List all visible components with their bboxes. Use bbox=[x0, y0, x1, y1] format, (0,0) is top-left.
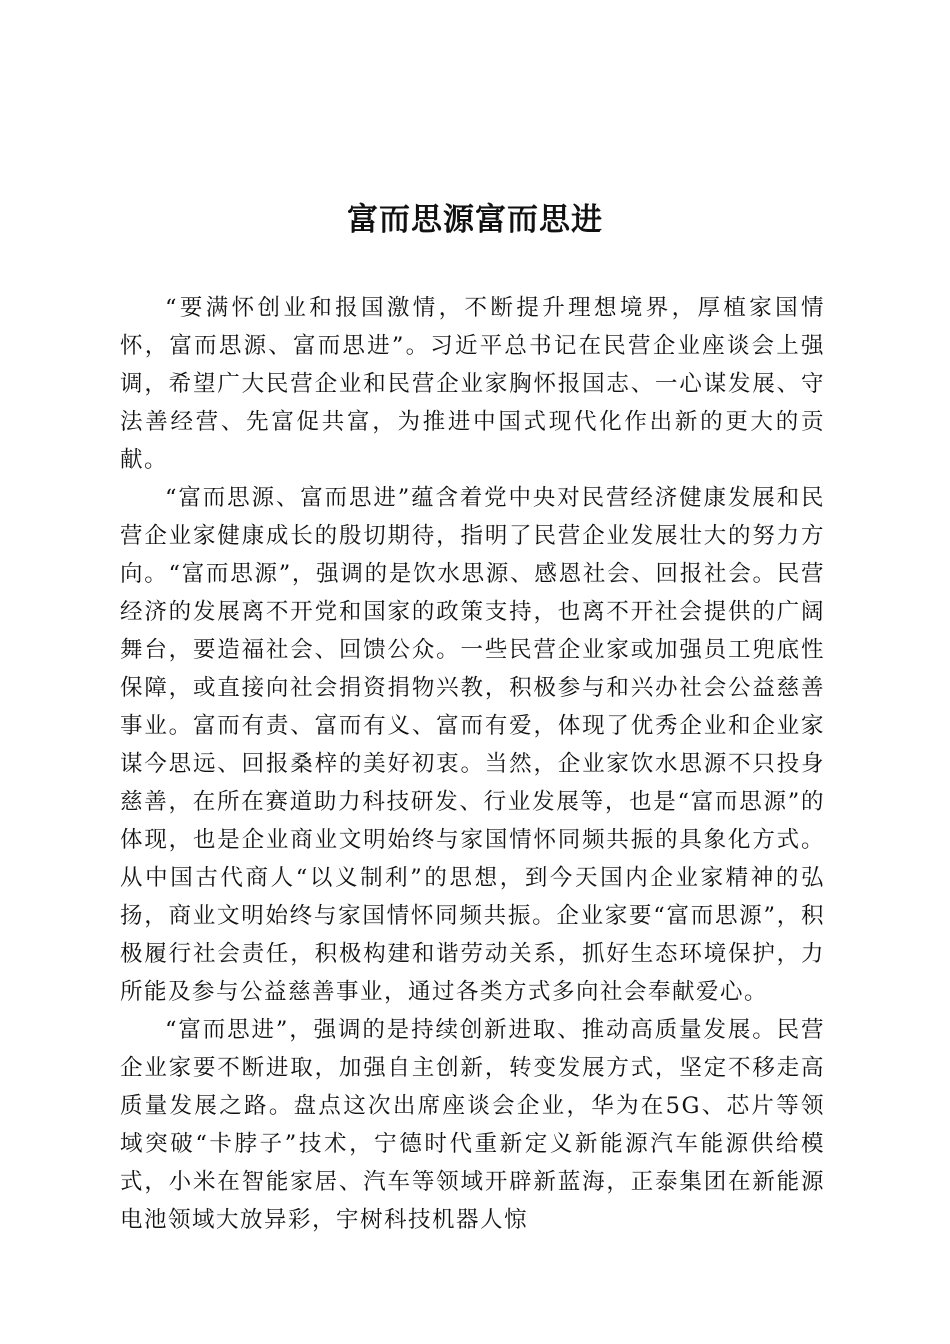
document-title: 富而思源富而思进 bbox=[347, 202, 603, 238]
document-body bbox=[120, 289, 825, 1239]
paragraph: “富而思源、富而思进”蕴含着党中央对民营经济健康发展和民营企业家健康成长的殷切期待，指明了民营企业发展壮大的努力方向。“富而思源”，强调的是饮水思源、感恩社会、回报社会。民营经济的发展离不开党和国家的政策支持，也离不开社会提供的广阔舞台，要造福社会、回馈公众。一些民营企业家或加强员工兜底性保障，或直接向社会捐资捐物兴教，积极参与和兴办社会公益慈善事业。富而有责、富而有义、富而有爱，体现了优秀企业和企业家谋今思远、回报桑梓的美好初衷。当然，企业家饮水思源不只投身慈善，在所在赛道助力科技研发、行业发展等，也是“富而思源”的体现，也是企业商业文明始终与家国情怀同频共振的具象化方式。从中国古代商人“以义制利”的思想，到今天国内企业家精神的弘扬，商业文明始终与家国情怀同频共振。企业家要“富而思源”，积极履行社会责任，积极构建和谐劳动关系，抓好生态环境保护，力所能及参与公益慈善事业，通过各类方式多向社会奉献爱心。 bbox=[120, 485, 825, 1005]
paragraph: “要满怀创业和报国激情，不断提升理想境界，厚植家国情怀，富而思源、富而思进”。习近平总书记在民营企业座谈会上强调，希望广大民营企业和民营企业家胸怀报国志、一心谋发展、守法善经营、先富促共富，为推进中国式现代化作出新的更大的贡献。 bbox=[120, 295, 825, 473]
paragraph: “富而思进”，强调的是持续创新进取、推动高质量发展。民营企业家要不断进取，加强自主创新，转变发展方式，坚定不移走高质量发展之路。盘点这次出席座谈会企业，华为在5G、芯片等领域突破“卡脖子”技术，宁德时代重新定义新能源汽车能源供给模式，小米在智能家居、汽车等领域开辟新蓝海，正泰集团在新能源电池领域大放异彩，宇树科技机器人惊 bbox=[120, 1017, 825, 1233]
